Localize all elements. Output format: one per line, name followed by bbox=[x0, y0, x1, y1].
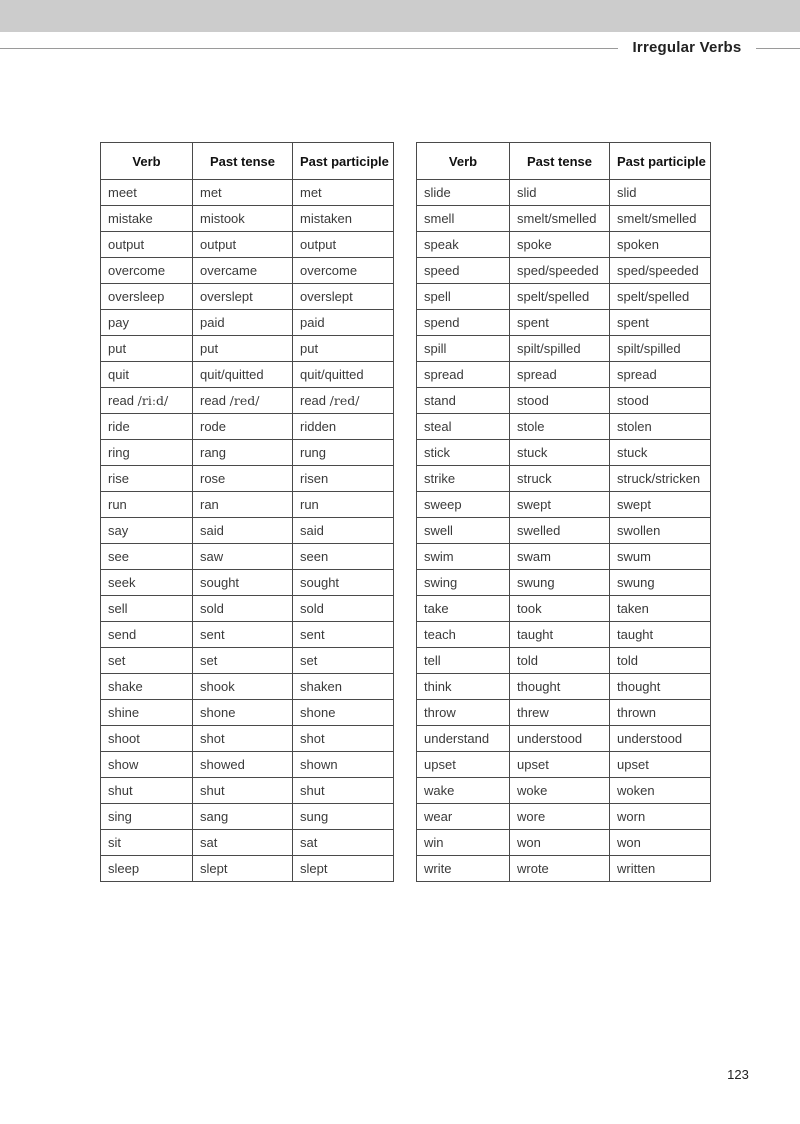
past-participle-cell: shown bbox=[293, 752, 394, 778]
table-row bbox=[417, 258, 711, 284]
past-participle-cell: shut bbox=[293, 778, 394, 804]
verb-cell: understand bbox=[417, 726, 510, 752]
column-header-verb: Verb bbox=[101, 143, 193, 180]
verb-cell: strike bbox=[417, 466, 510, 492]
table-row bbox=[101, 466, 394, 492]
past-tense-cell: stuck bbox=[510, 440, 610, 466]
table-row bbox=[417, 414, 711, 440]
past-tense-cell: sped/speeded bbox=[510, 258, 610, 284]
table-row bbox=[417, 596, 711, 622]
word-text: read bbox=[300, 393, 327, 408]
verb-cell: stand bbox=[417, 388, 510, 414]
past-participle-cell: swung bbox=[610, 570, 711, 596]
past-tense-cell: spilt/spilled bbox=[510, 336, 610, 362]
table-row bbox=[101, 362, 394, 388]
table-row bbox=[417, 362, 711, 388]
verb-cell: sell bbox=[101, 596, 193, 622]
past-participle-cell: thought bbox=[610, 674, 711, 700]
verb-cell: smell bbox=[417, 206, 510, 232]
past-participle-cell: seen bbox=[293, 544, 394, 570]
verb-cell: spell bbox=[417, 284, 510, 310]
past-tense-cell bbox=[193, 388, 293, 414]
past-participle-cell: slid bbox=[610, 180, 711, 206]
past-participle-cell: spilt/spilled bbox=[610, 336, 711, 362]
past-tense-cell: struck bbox=[510, 466, 610, 492]
irregular-verbs-table-left bbox=[100, 142, 394, 882]
verb-cell: spill bbox=[417, 336, 510, 362]
verb-cell: shut bbox=[101, 778, 193, 804]
verb-cell: wear bbox=[417, 804, 510, 830]
table-row bbox=[101, 180, 394, 206]
table-row bbox=[101, 388, 394, 414]
past-tense-cell: stood bbox=[510, 388, 610, 414]
past-participle-cell: output bbox=[293, 232, 394, 258]
table-row bbox=[417, 804, 711, 830]
past-tense-cell: spelt/spelled bbox=[510, 284, 610, 310]
past-tense-cell: overslept bbox=[193, 284, 293, 310]
verb-cell: upset bbox=[417, 752, 510, 778]
phonetic-transcription: /riːd/ bbox=[137, 393, 169, 408]
verb-cell: run bbox=[101, 492, 193, 518]
past-participle-cell: sent bbox=[293, 622, 394, 648]
table-row bbox=[101, 778, 394, 804]
past-tense-cell: ran bbox=[193, 492, 293, 518]
table-row bbox=[417, 206, 711, 232]
past-tense-cell: sought bbox=[193, 570, 293, 596]
irregular-verbs-table-right bbox=[416, 142, 711, 882]
past-participle-cell: shone bbox=[293, 700, 394, 726]
past-participle-cell: spelt/spelled bbox=[610, 284, 711, 310]
phonetic-transcription: /red/ bbox=[229, 393, 260, 408]
past-tense-cell: told bbox=[510, 648, 610, 674]
verb-cell: pay bbox=[101, 310, 193, 336]
past-participle-cell: spoken bbox=[610, 232, 711, 258]
past-tense-cell: wrote bbox=[510, 856, 610, 882]
past-tense-cell: output bbox=[193, 232, 293, 258]
section-title: Irregular Verbs bbox=[632, 39, 742, 56]
verb-cell: overcome bbox=[101, 258, 193, 284]
table-row bbox=[101, 336, 394, 362]
table-row bbox=[417, 180, 711, 206]
table-row bbox=[417, 492, 711, 518]
verb-cell: wake bbox=[417, 778, 510, 804]
past-tense-cell: taught bbox=[510, 622, 610, 648]
past-tense-cell: set bbox=[193, 648, 293, 674]
verb-cell: slide bbox=[417, 180, 510, 206]
past-participle-cell: paid bbox=[293, 310, 394, 336]
verb-cell: send bbox=[101, 622, 193, 648]
verb-cell: speed bbox=[417, 258, 510, 284]
table-row bbox=[101, 570, 394, 596]
table-row bbox=[417, 388, 711, 414]
past-tense-cell: shut bbox=[193, 778, 293, 804]
past-participle-cell: overcome bbox=[293, 258, 394, 284]
past-participle-cell: run bbox=[293, 492, 394, 518]
past-participle-cell: swum bbox=[610, 544, 711, 570]
verb-cell: put bbox=[101, 336, 193, 362]
past-participle-cell: spread bbox=[610, 362, 711, 388]
verb-cell: ring bbox=[101, 440, 193, 466]
past-tense-cell: mistook bbox=[193, 206, 293, 232]
table-row bbox=[417, 778, 711, 804]
past-tense-cell: stole bbox=[510, 414, 610, 440]
verb-cell: stick bbox=[417, 440, 510, 466]
past-participle-cell: stolen bbox=[610, 414, 711, 440]
past-tense-cell: swelled bbox=[510, 518, 610, 544]
past-tense-cell: took bbox=[510, 596, 610, 622]
table-row bbox=[417, 726, 711, 752]
verb-cell: take bbox=[417, 596, 510, 622]
past-tense-cell: sang bbox=[193, 804, 293, 830]
verb-cell: spend bbox=[417, 310, 510, 336]
past-tense-cell: quit/quitted bbox=[193, 362, 293, 388]
verb-cell: teach bbox=[417, 622, 510, 648]
column-header-past-participle: Past participle bbox=[610, 143, 711, 180]
verb-cell bbox=[101, 388, 193, 414]
verb-cell: write bbox=[417, 856, 510, 882]
past-participle-cell: quit/quitted bbox=[293, 362, 394, 388]
past-participle-cell: rung bbox=[293, 440, 394, 466]
past-tense-cell: shone bbox=[193, 700, 293, 726]
past-tense-cell: wore bbox=[510, 804, 610, 830]
table-row bbox=[417, 544, 711, 570]
past-participle-cell: told bbox=[610, 648, 711, 674]
verb-cell: steal bbox=[417, 414, 510, 440]
table-header-row bbox=[101, 143, 394, 180]
past-tense-cell: rose bbox=[193, 466, 293, 492]
past-tense-cell: spoke bbox=[510, 232, 610, 258]
past-participle-cell: woken bbox=[610, 778, 711, 804]
past-participle-cell: sat bbox=[293, 830, 394, 856]
table-row bbox=[101, 414, 394, 440]
table-row bbox=[101, 622, 394, 648]
past-participle-cell: struck/stricken bbox=[610, 466, 711, 492]
table-header-row bbox=[417, 143, 711, 180]
past-participle-cell: won bbox=[610, 830, 711, 856]
column-header-verb: Verb bbox=[417, 143, 510, 180]
past-participle-cell: sped/speeded bbox=[610, 258, 711, 284]
phonetic-transcription: /red/ bbox=[329, 393, 360, 408]
verb-cell: mistake bbox=[101, 206, 193, 232]
past-tense-cell: sent bbox=[193, 622, 293, 648]
verb-cell: sleep bbox=[101, 856, 193, 882]
column-header-past-participle: Past participle bbox=[293, 143, 394, 180]
word-text: read bbox=[108, 393, 135, 408]
past-participle-cell: set bbox=[293, 648, 394, 674]
past-tense-cell: sat bbox=[193, 830, 293, 856]
verb-cell: throw bbox=[417, 700, 510, 726]
past-tense-cell: showed bbox=[193, 752, 293, 778]
table-row bbox=[101, 310, 394, 336]
word-text: read bbox=[200, 393, 227, 408]
past-participle-cell: worn bbox=[610, 804, 711, 830]
past-tense-cell: swung bbox=[510, 570, 610, 596]
past-participle-cell: taken bbox=[610, 596, 711, 622]
past-participle-cell bbox=[293, 388, 394, 414]
verb-cell: swim bbox=[417, 544, 510, 570]
table-row bbox=[417, 284, 711, 310]
past-participle-cell: overslept bbox=[293, 284, 394, 310]
table-row bbox=[417, 440, 711, 466]
table-row bbox=[101, 726, 394, 752]
table-row bbox=[417, 648, 711, 674]
verb-cell: oversleep bbox=[101, 284, 193, 310]
past-tense-cell: paid bbox=[193, 310, 293, 336]
table-row bbox=[417, 336, 711, 362]
past-participle-cell: ridden bbox=[293, 414, 394, 440]
verb-cell: tell bbox=[417, 648, 510, 674]
past-tense-cell: met bbox=[193, 180, 293, 206]
verb-cell: shoot bbox=[101, 726, 193, 752]
verb-cell: show bbox=[101, 752, 193, 778]
past-participle-cell: upset bbox=[610, 752, 711, 778]
past-participle-cell: swollen bbox=[610, 518, 711, 544]
past-tense-cell: woke bbox=[510, 778, 610, 804]
column-header-past-tense: Past tense bbox=[510, 143, 610, 180]
header-rule-right bbox=[756, 48, 800, 49]
past-tense-cell: saw bbox=[193, 544, 293, 570]
past-tense-cell: shook bbox=[193, 674, 293, 700]
past-tense-cell: smelt/smelled bbox=[510, 206, 610, 232]
verb-cell: sweep bbox=[417, 492, 510, 518]
past-tense-cell: rang bbox=[193, 440, 293, 466]
table-row bbox=[101, 284, 394, 310]
table-row bbox=[417, 700, 711, 726]
past-participle-cell: spent bbox=[610, 310, 711, 336]
past-tense-cell: threw bbox=[510, 700, 610, 726]
past-participle-cell: sought bbox=[293, 570, 394, 596]
top-band bbox=[0, 0, 800, 32]
verb-cell: win bbox=[417, 830, 510, 856]
table-row bbox=[101, 804, 394, 830]
verb-cell: output bbox=[101, 232, 193, 258]
past-tense-cell: thought bbox=[510, 674, 610, 700]
verb-cell: set bbox=[101, 648, 193, 674]
table-row bbox=[101, 648, 394, 674]
past-participle-cell: shaken bbox=[293, 674, 394, 700]
verb-cell: quit bbox=[101, 362, 193, 388]
past-tense-cell: spread bbox=[510, 362, 610, 388]
past-participle-cell: risen bbox=[293, 466, 394, 492]
table-row bbox=[417, 674, 711, 700]
past-tense-cell: spent bbox=[510, 310, 610, 336]
verb-cell: sing bbox=[101, 804, 193, 830]
past-participle-cell: stuck bbox=[610, 440, 711, 466]
table-row bbox=[417, 570, 711, 596]
verb-cell: swell bbox=[417, 518, 510, 544]
table-row bbox=[101, 596, 394, 622]
column-header-past-tense: Past tense bbox=[193, 143, 293, 180]
table-row bbox=[101, 440, 394, 466]
past-tense-cell: overcame bbox=[193, 258, 293, 284]
table-row bbox=[101, 544, 394, 570]
verb-cell: meet bbox=[101, 180, 193, 206]
verb-cell: swing bbox=[417, 570, 510, 596]
past-participle-cell: put bbox=[293, 336, 394, 362]
table-row bbox=[101, 518, 394, 544]
verb-cell: say bbox=[101, 518, 193, 544]
past-tense-cell: rode bbox=[193, 414, 293, 440]
verb-cell: sit bbox=[101, 830, 193, 856]
past-tense-cell: swam bbox=[510, 544, 610, 570]
table-row bbox=[101, 856, 394, 882]
verb-cell: ride bbox=[101, 414, 193, 440]
table-row bbox=[417, 622, 711, 648]
past-participle-cell: swept bbox=[610, 492, 711, 518]
verb-cell: rise bbox=[101, 466, 193, 492]
past-tense-cell: understood bbox=[510, 726, 610, 752]
past-tense-cell: slept bbox=[193, 856, 293, 882]
table-row bbox=[101, 206, 394, 232]
past-tense-cell: shot bbox=[193, 726, 293, 752]
past-tense-cell: put bbox=[193, 336, 293, 362]
table-row bbox=[417, 752, 711, 778]
verb-cell: speak bbox=[417, 232, 510, 258]
verb-cell: see bbox=[101, 544, 193, 570]
table-row bbox=[101, 492, 394, 518]
verb-cell: seek bbox=[101, 570, 193, 596]
verb-cell: shine bbox=[101, 700, 193, 726]
verb-cell: spread bbox=[417, 362, 510, 388]
past-tense-cell: won bbox=[510, 830, 610, 856]
table-row bbox=[101, 232, 394, 258]
past-participle-cell: met bbox=[293, 180, 394, 206]
table-row bbox=[417, 310, 711, 336]
past-participle-cell: slept bbox=[293, 856, 394, 882]
past-participle-cell: stood bbox=[610, 388, 711, 414]
past-participle-cell: said bbox=[293, 518, 394, 544]
table-row bbox=[101, 700, 394, 726]
table-row bbox=[101, 258, 394, 284]
past-participle-cell: understood bbox=[610, 726, 711, 752]
header-rule-left bbox=[0, 48, 618, 49]
verb-cell: shake bbox=[101, 674, 193, 700]
past-participle-cell: written bbox=[610, 856, 711, 882]
table-row bbox=[417, 232, 711, 258]
past-participle-cell: sold bbox=[293, 596, 394, 622]
past-tense-cell: swept bbox=[510, 492, 610, 518]
past-participle-cell: smelt/smelled bbox=[610, 206, 711, 232]
table-row bbox=[417, 830, 711, 856]
table-row bbox=[101, 752, 394, 778]
past-tense-cell: upset bbox=[510, 752, 610, 778]
past-participle-cell: taught bbox=[610, 622, 711, 648]
past-tense-cell: sold bbox=[193, 596, 293, 622]
verb-cell: think bbox=[417, 674, 510, 700]
page-number: 123 bbox=[727, 1067, 749, 1082]
past-participle-cell: shot bbox=[293, 726, 394, 752]
table-row bbox=[417, 856, 711, 882]
table-row bbox=[417, 518, 711, 544]
past-participle-cell: mistaken bbox=[293, 206, 394, 232]
table-row bbox=[417, 466, 711, 492]
past-participle-cell: sung bbox=[293, 804, 394, 830]
past-tense-cell: slid bbox=[510, 180, 610, 206]
past-tense-cell: said bbox=[193, 518, 293, 544]
table-row bbox=[101, 674, 394, 700]
past-participle-cell: thrown bbox=[610, 700, 711, 726]
table-row bbox=[101, 830, 394, 856]
